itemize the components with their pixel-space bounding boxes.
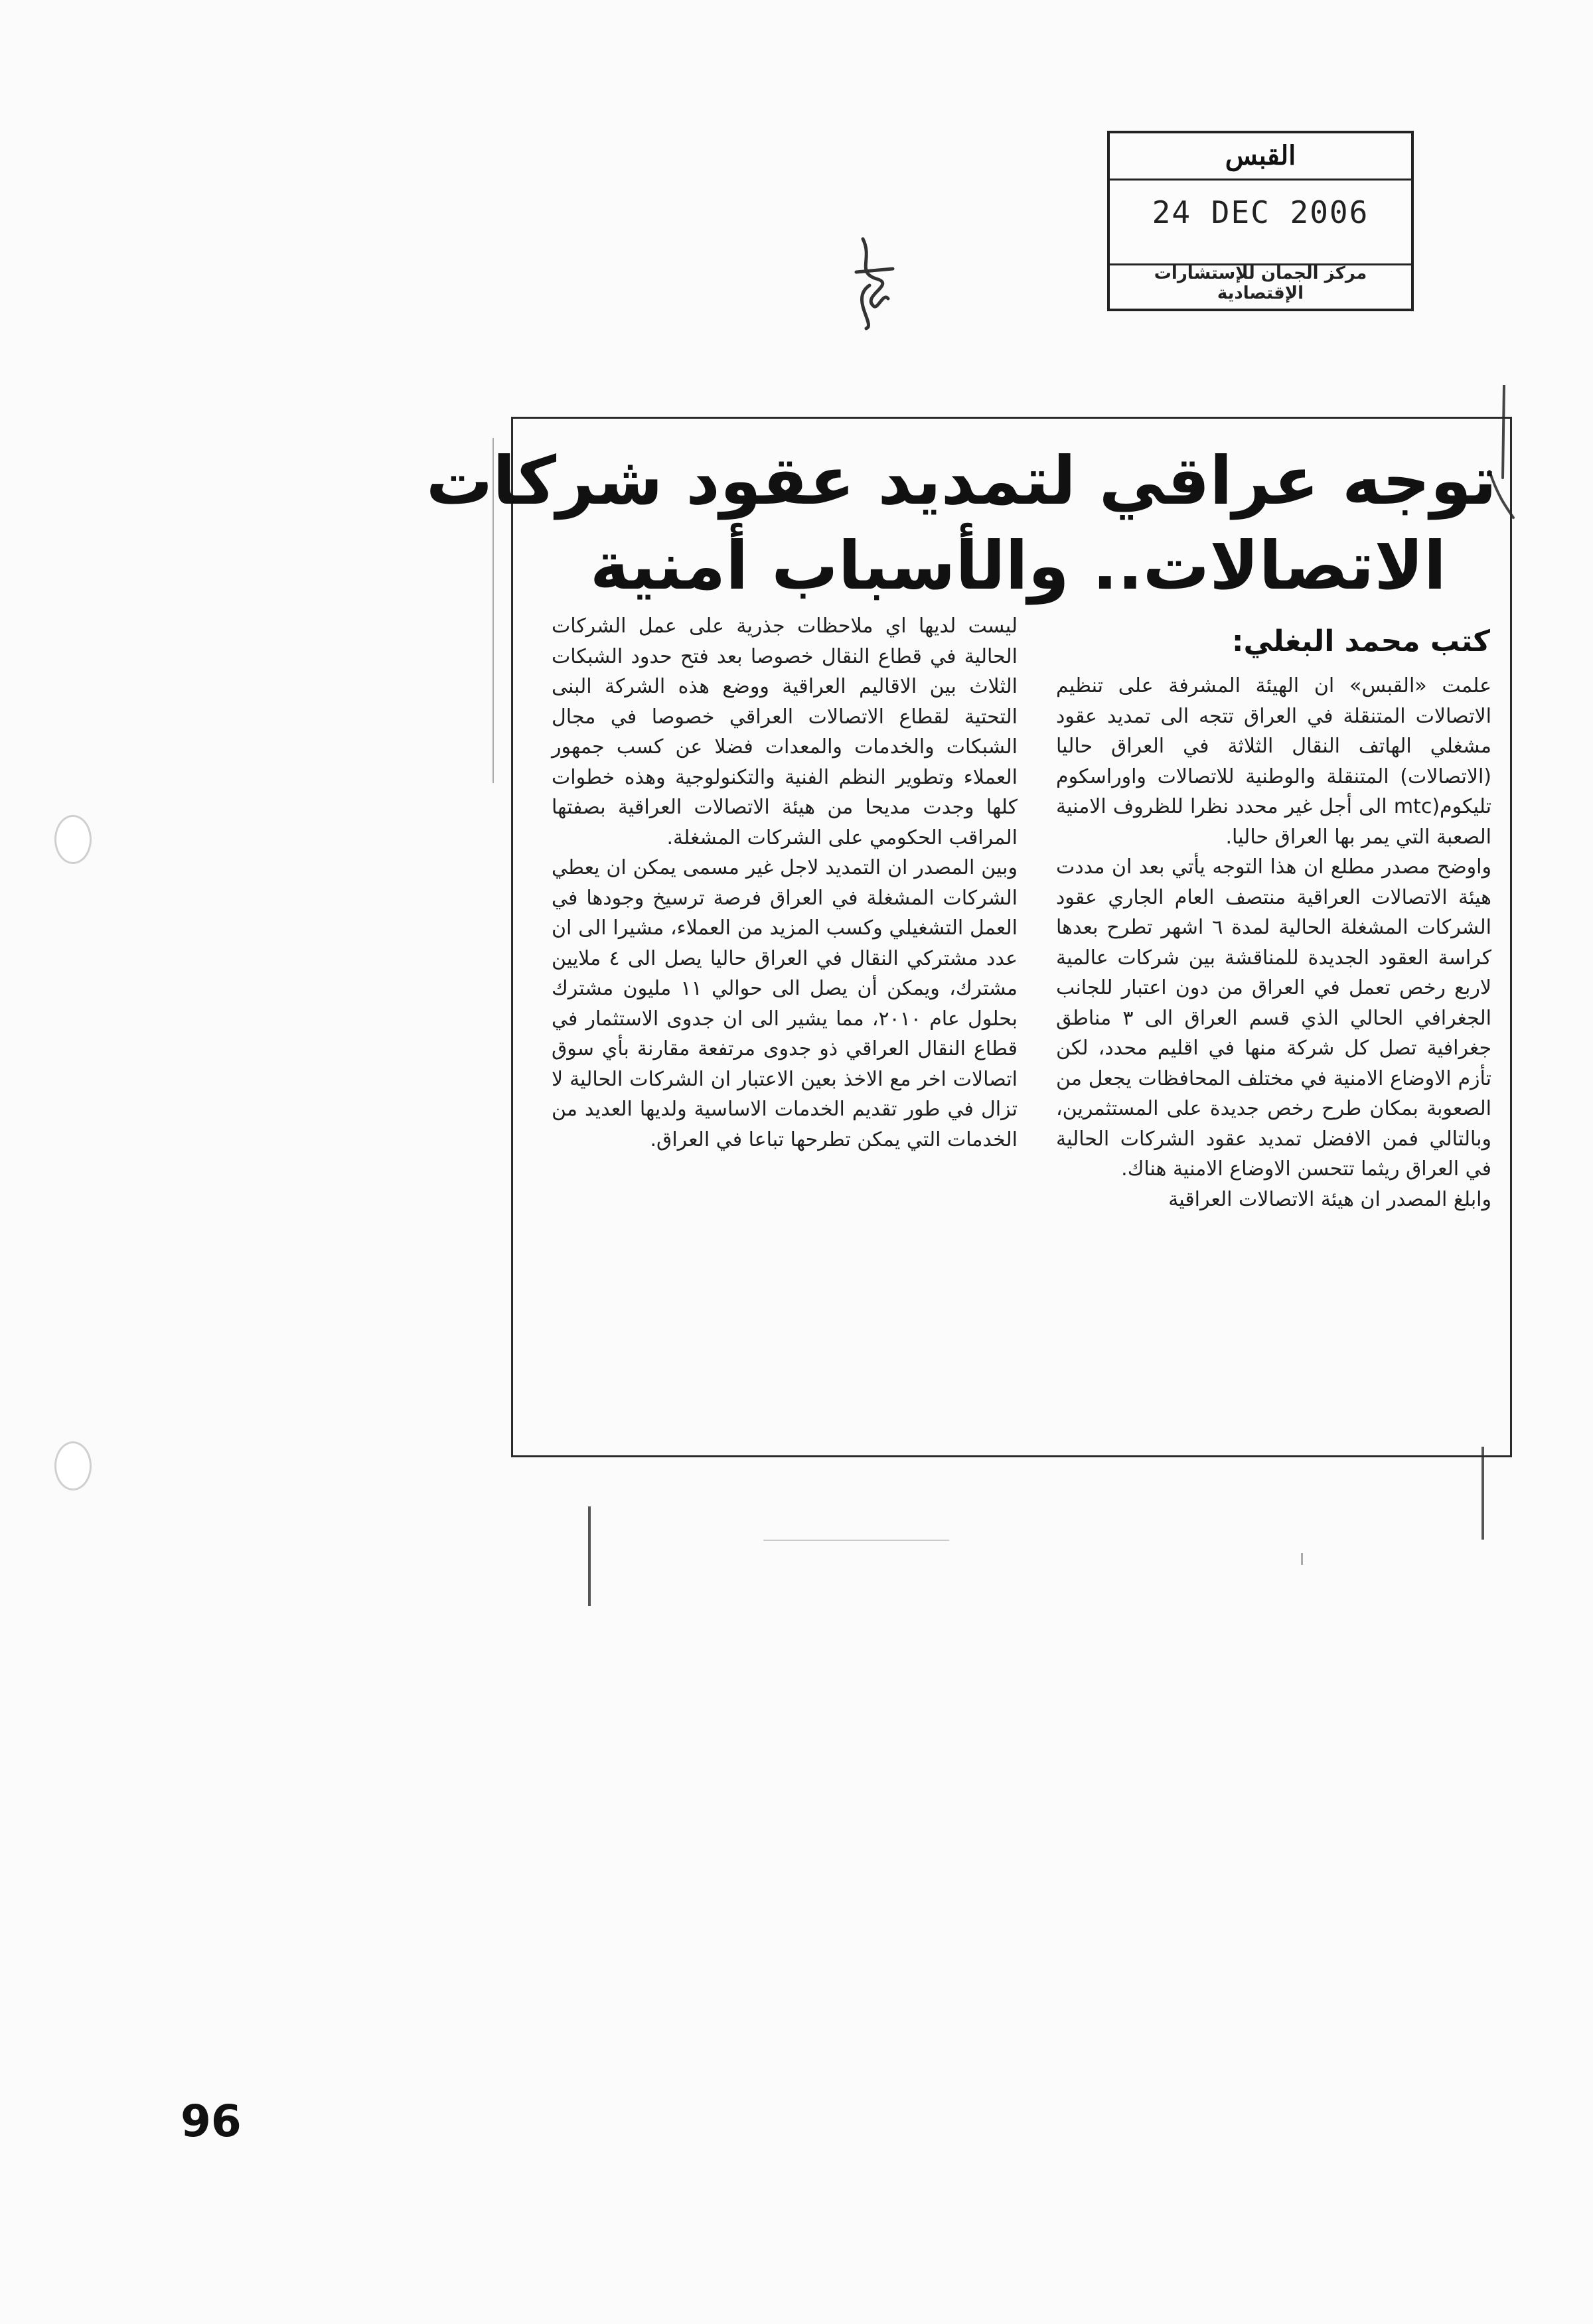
paragraph: ليست لديها اي ملاحظات جذرية على عمل الشركات الحالية في قطاع النقال خصوصا بعد فتح حدود الشبكات الثلاث بين الاقاليم العراقية ووضع هذه الشركة البنى التحتية لقطاع الاتصالات العراقي خصوصا في مجال الشبكات والخدمات والمعدات فضلا عن كسب جمهور العملاء وتطوير النظم الفنية والتكنولوجية وهذه خطوات كلها وجدت مديحا من هيئة الاتصالات العراقية بصفتها المراقب الحكومي على الشركات المشغلة. <box>552 615 1018 849</box>
paragraph: علمت «القبس» ان الهيئة المشرفة على تنظيم الاتصالات المتنقلة في العراق تتجه الى تمديد عقود مشغلي الهاتف النقال الثلاثة في العراق حاليا (الاتصالات) المتنقلة والوطنية للاتصالات واوراسكوم تليكوم(mtc الى أجل غير محدد نظرا للظروف الامنية الصعبة التي يمر بها العراق حاليا. <box>1056 674 1491 849</box>
article-byline: كتب محمد البغلي: <box>1231 624 1490 658</box>
stamp-organization: مركز الجمان للإستشارات الإقتصادية <box>1154 263 1367 303</box>
page-number: 96 <box>181 2096 242 2147</box>
margin-mark <box>588 1506 591 1606</box>
date-stamp <box>1107 131 1414 311</box>
paragraph: واوضح مصدر مطلع ان هذا التوجه يأتي بعد ان مددت هيئة الاتصالات العراقية منتصف العام الجاري عقود الشركات المشغلة الحالية لمدة ٦ اشهر تطرح بعدها كراسة العقود الجديدة للمناقشة بين شركات عالمية لاربع رخص تعمل في العراق من دون اعتبار للجانب الجغرافي الحالي الذي قسم العراق الى ٣ مناطق جغرافية تصل كل شركة منها في اقليم محدد، لكن تأزم الاوضاع الامنية في مختلف المحافظات يجعل من الصعوبة بمكان طرح رخص جديدة على المستثمرين، وبالتالي فمن الافضل تمديد عقود الشركات الحالية في العراق ريثما تتحسن الاوضاع الامنية هناك. <box>1056 855 1491 1181</box>
clipping-edge <box>763 1540 949 1541</box>
article-headline <box>425 439 1497 609</box>
punch-hole <box>54 815 92 864</box>
stamp-newspaper-name: القبس <box>1225 140 1296 171</box>
newspaper-article <box>425 417 1512 1457</box>
margin-mark <box>1301 1553 1303 1565</box>
punch-hole <box>54 1441 92 1490</box>
headline-line: توجه عراقي لتمديد عقود شركات <box>425 442 1497 520</box>
article-column-left <box>552 611 1018 1155</box>
handwritten-signature <box>836 232 909 332</box>
paragraph: وابلغ المصدر ان هيئة الاتصالات العراقية <box>1168 1187 1491 1211</box>
stamp-date: 24 DEC 2006 <box>1152 194 1369 230</box>
stamp-divider <box>1110 179 1411 181</box>
article-column-right <box>1056 671 1491 1214</box>
headline-line: الاتصالات.. والأسباب أمنية <box>589 527 1447 605</box>
margin-mark <box>1481 1447 1484 1540</box>
paragraph: وبين المصدر ان التمديد لاجل غير مسمى يمكن ان يعطي الشركات المشغلة في العراق فرصة ترسيخ وجودها في العمل التشغيلي وكسب المزيد من العملاء، مشيرا الى ان عدد مشتركي النقال في العراق حاليا يصل الى ٤ ملايين مشترك، ويمكن أن يصل الى حوالي ١١ مليون مشترك بحلول عام ٢٠١٠، مما يشير الى ان جدوى الاستثمار في قطاع النقال العراقي ذو جدوى مرتفعة مقارنة بأي سوق اتصالات اخر مع الاخذ بعين الاعتبار ان الشركات الحالية لا تزال في طور تقديم الخدمات الاساسية ولديها العديد من الخدمات التي يمكن تطرحها تباعا في العراق. <box>552 856 1018 1151</box>
